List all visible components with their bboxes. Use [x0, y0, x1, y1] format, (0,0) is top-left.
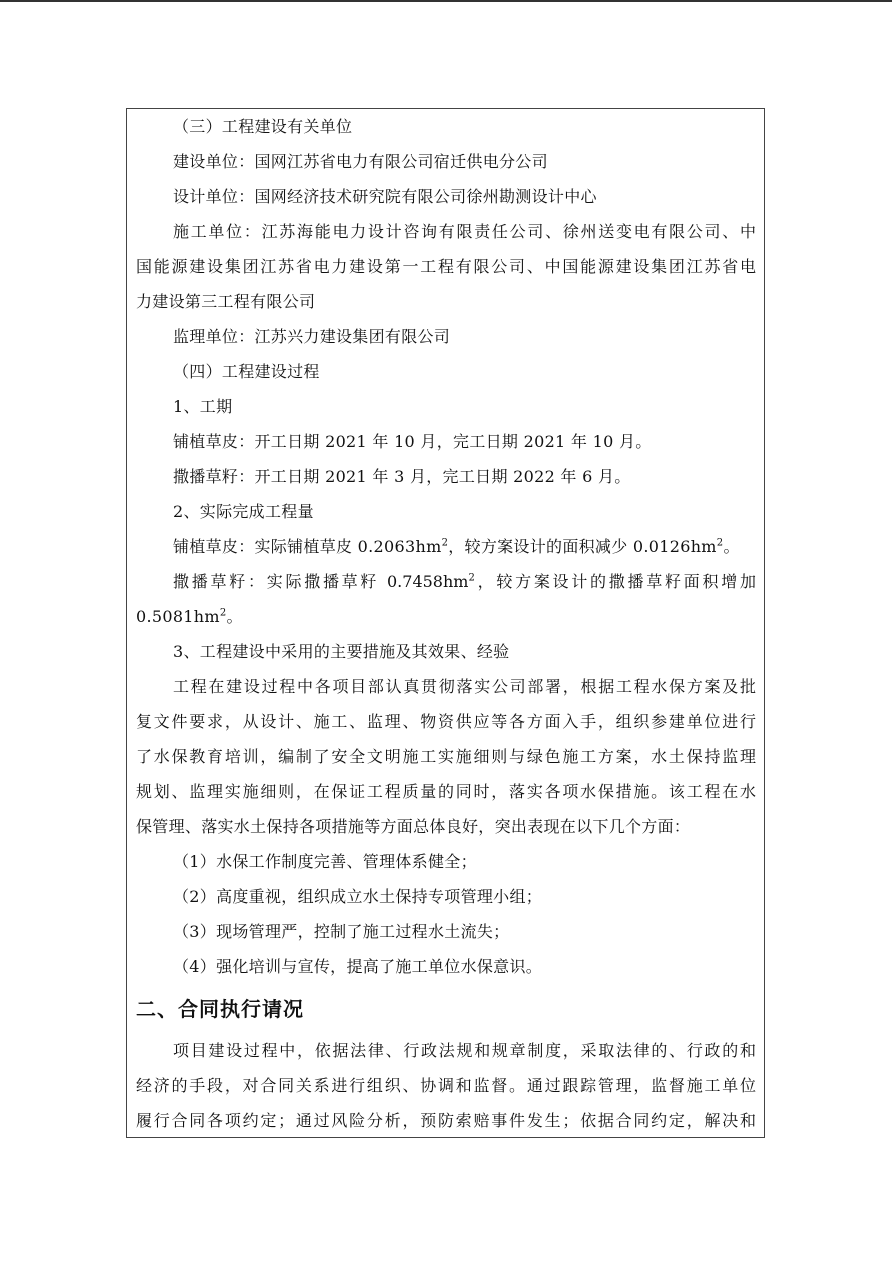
point-4: （4）强化培训与宣传，提高了施工单位水保意识。 — [173, 957, 543, 976]
contract-heading: 二、合同执行请况 — [136, 997, 304, 1021]
measures-line3: 了水保教育培训，编制了安全文明施工实施细则与绿色施工方案，水土保持监理 — [136, 747, 756, 766]
sod-quantity-c: 。 — [723, 537, 740, 556]
sod-period: 铺植草皮：开工日期 2021 年 10 月，完工日期 2021 年 10 月。 — [173, 432, 652, 451]
builder-unit: 建设单位：国网江苏省电力有限公司宿迁供电分公司 — [173, 152, 548, 171]
sod-quantity — [173, 537, 740, 557]
supervision-unit: 监理单位：江苏兴力建设集团有限公司 — [173, 327, 451, 346]
section-3-title: （三）工程建设有关单位 — [173, 117, 353, 136]
seed-period: 撒播草籽：开工日期 2021 年 3 月，完工日期 2022 年 6 月。 — [173, 467, 631, 486]
superscript: 2 — [468, 572, 475, 584]
period-title: 1、工期 — [173, 397, 233, 416]
point-1: （1）水保工作制度完善、管理体系健全； — [173, 852, 477, 871]
seed-quantity-a: 撒播草籽：实际撒播草籽 0.7458hm — [173, 572, 469, 591]
seed-quantity-line1 — [173, 572, 756, 592]
construction-unit-line3: 力建设第三工程有限公司 — [136, 292, 316, 311]
measures-title: 3、工程建设中采用的主要措施及其效果、经验 — [173, 642, 510, 661]
sod-quantity-b: ，较方案设计的面积减少 0.0126hm — [448, 537, 717, 556]
seed-quantity-c: 0.5081hm — [136, 607, 220, 626]
construction-unit-line2: 国能源建设集团江苏省电力建设第一工程有限公司、中国能源建设集团江苏省电 — [136, 257, 756, 276]
point-2: （2）高度重视，组织成立水土保持专项管理小组； — [173, 887, 543, 906]
superscript: 2 — [219, 607, 227, 619]
measures-line2: 复文件要求，从设计、施工、监理、物资供应等各方面入手，组织参建单位进行 — [136, 712, 756, 731]
measures-line5: 保管理、落实水土保持各项措施等方面总体良好，突出表现在以下几个方面： — [136, 817, 691, 836]
measures-line4: 规划、监理实施细则，在保证工程质量的同时，落实各项水保措施。该工程在水 — [136, 782, 756, 801]
design-unit: 设计单位：国网经济技术研究院有限公司徐州勘测设计中心 — [173, 187, 597, 206]
point-3: （3）现场管理严，控制了施工过程水土流失； — [173, 922, 510, 941]
measures-line1: 工程在建设过程中各项目部认真贯彻落实公司部署，根据工程水保方案及批 — [173, 677, 756, 696]
contract-line1: 项目建设过程中，依据法律、行政法规和规章制度，采取法律的、行政的和 — [173, 1041, 756, 1060]
section-4-title: （四）工程建设过程 — [173, 362, 320, 381]
superscript: 2 — [716, 537, 724, 549]
seed-quantity-b: ，较方案设计的撒播草籽面积增加 — [474, 572, 756, 591]
construction-unit-line1: 施工单位：江苏海能电力设计咨询有限责任公司、徐州送变电有限公司、中 — [173, 222, 756, 241]
page-top-border — [0, 0, 892, 2]
sod-quantity-a: 铺植草皮：实际铺植草皮 0.2063hm — [173, 537, 442, 556]
superscript: 2 — [441, 537, 449, 549]
contract-line3: 履行合同各项约定；通过风险分析，预防索赔事件发生；依据合同约定，解决和 — [136, 1111, 756, 1130]
contract-line2: 经济的手段，对合同关系进行组织、协调和监督。通过跟踪管理，监督施工单位 — [136, 1076, 756, 1095]
seed-quantity-d: 。 — [226, 607, 243, 626]
document-table-cell — [126, 108, 765, 1138]
quantity-title: 2、实际完成工程量 — [173, 502, 314, 521]
seed-quantity-line2 — [136, 607, 243, 627]
